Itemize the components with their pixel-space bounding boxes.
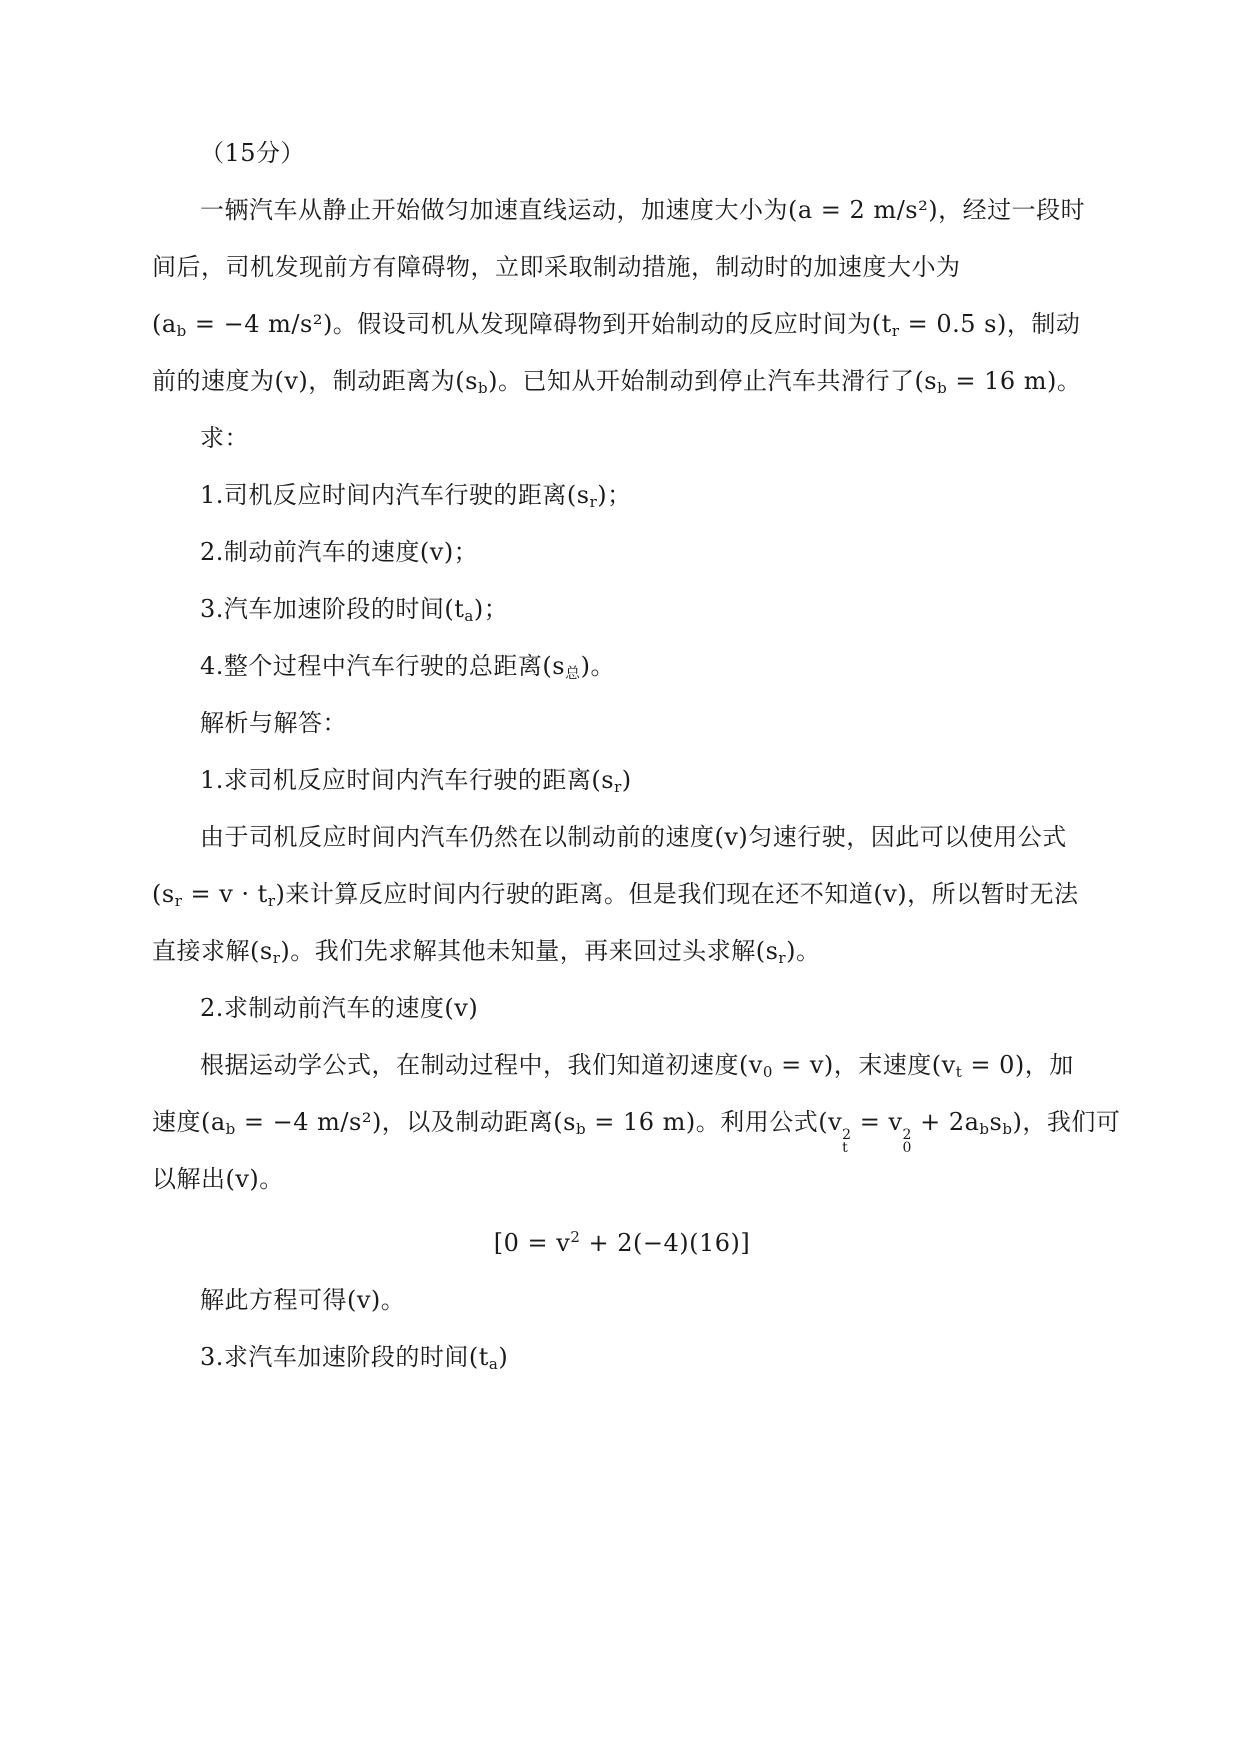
question-4: 4.整个过程中汽车行驶的总距离$(s_总)$。 xyxy=(200,652,615,682)
solution-step-2-para-1: 根据运动学公式，在制动过程中，我们知道初速度$(v_0 = v)$，末速度$(v_t = 0)$，加 xyxy=(200,1051,1074,1081)
solution-title: 解析与解答： xyxy=(200,709,347,737)
solution-step-3-heading: 3.求汽车加速阶段的时间$(t_a)$ xyxy=(200,1343,509,1373)
solution-step-2-equation: $[0 = v^2 + 2(-4)(16)]$ xyxy=(493,1228,751,1257)
solution-step-1-para-1: 由于司机反应时间内汽车仍然在以制动前的速度(v)匀速行驶，因此可以使用公式 xyxy=(200,823,1067,851)
formula-vt-scripts: 2 t xyxy=(842,1127,852,1156)
problem-line-2: 间后，司机发现前方有障碍物，立即采取制动措施，制动时的加速度大小为 xyxy=(152,253,961,281)
solution-step-2-para-3: 以解出(v)。 xyxy=(152,1165,284,1193)
problem-line-3: ($a_b = -4$ m/s²)。假设司机从发现障碍物到开始制动的反应时间为($t_r = 0.5$ s)，制动 xyxy=(152,310,1081,340)
solution-step-1-para-2: $(s_r = v \cdot t_r)$来计算反应时间内行驶的距离。但是我们现在还不知道(v)，所以暂时无法 xyxy=(152,880,1079,910)
score-label: （15分） xyxy=(200,139,306,167)
solution-step-1-heading: 1.求司机反应时间内汽车行驶的距离$(s_r)$ xyxy=(200,766,632,796)
formula-v0-scripts: 2 0 xyxy=(902,1127,912,1156)
solution-step-2-para-2: 速度($a_b = -4$ m/s²)，以及制动距离($s_b = 16$ m)。利用公式(v 2 t = v 2 0 + $2a_bs_b$)，我们可 xyxy=(152,1108,1121,1156)
question-2: 2.制动前汽车的速度(v)； xyxy=(200,538,479,566)
questions-intro: 求： xyxy=(200,424,249,452)
problem-line-4: 前的速度为(v)，制动距离为$(s_b)$。已知从开始制动到停止汽车共滑行了($s_b = 16$ m)。 xyxy=(152,367,1082,397)
question-3: 3.汽车加速阶段的时间$(t_a)$； xyxy=(200,595,509,625)
problem-line-1: 一辆汽车从静止开始做匀加速直线运动，加速度大小为(a = 2 m/s²)，经过一段时 xyxy=(200,196,1086,224)
solution-step-2-para-4: 解此方程可得(v)。 xyxy=(200,1286,406,1314)
solution-step-2-heading: 2.求制动前汽车的速度(v) xyxy=(200,994,479,1022)
solution-step-1-para-3: 直接求解$(s_r)$。我们先求解其他未知量，再来回过头求解$(s_r)$。 xyxy=(152,937,821,967)
question-1: 1.司机反应时间内汽车行驶的距离$(s_r)$； xyxy=(200,481,632,511)
